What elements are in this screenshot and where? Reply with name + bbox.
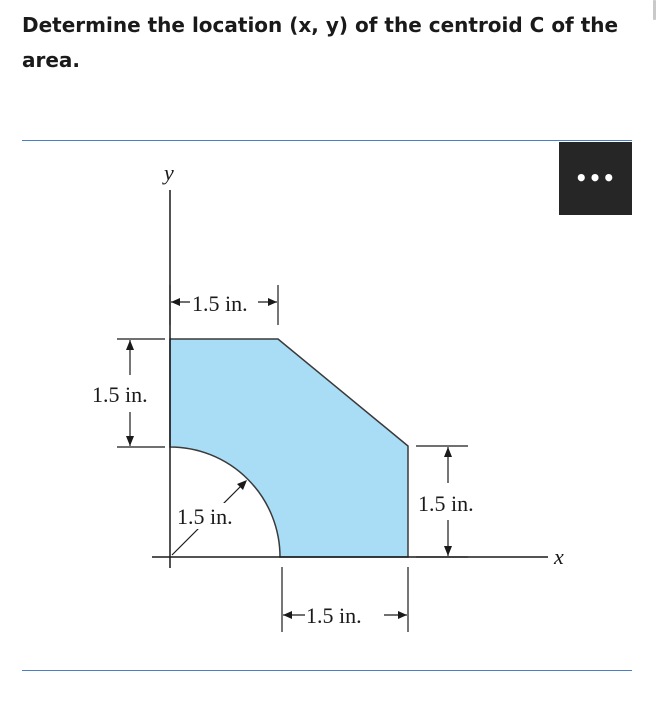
x-axis-label: x	[554, 544, 564, 569]
dim-right-label: 1.5 in.	[418, 491, 474, 516]
y-axis-label: y	[164, 160, 174, 185]
dim-radius-label: 1.5 in.	[177, 504, 233, 529]
dim-left-label: 1.5 in.	[92, 382, 148, 407]
dim-top-label: 1.5 in.	[192, 291, 248, 316]
dim-bottom-label: 1.5 in.	[306, 603, 362, 628]
more-horizontal-icon: •••	[574, 166, 617, 190]
more-options-button[interactable]	[559, 142, 632, 215]
question-text: Determine the location (x, y) of the centroid C of the area.	[22, 13, 619, 72]
bottom-divider	[22, 670, 632, 671]
